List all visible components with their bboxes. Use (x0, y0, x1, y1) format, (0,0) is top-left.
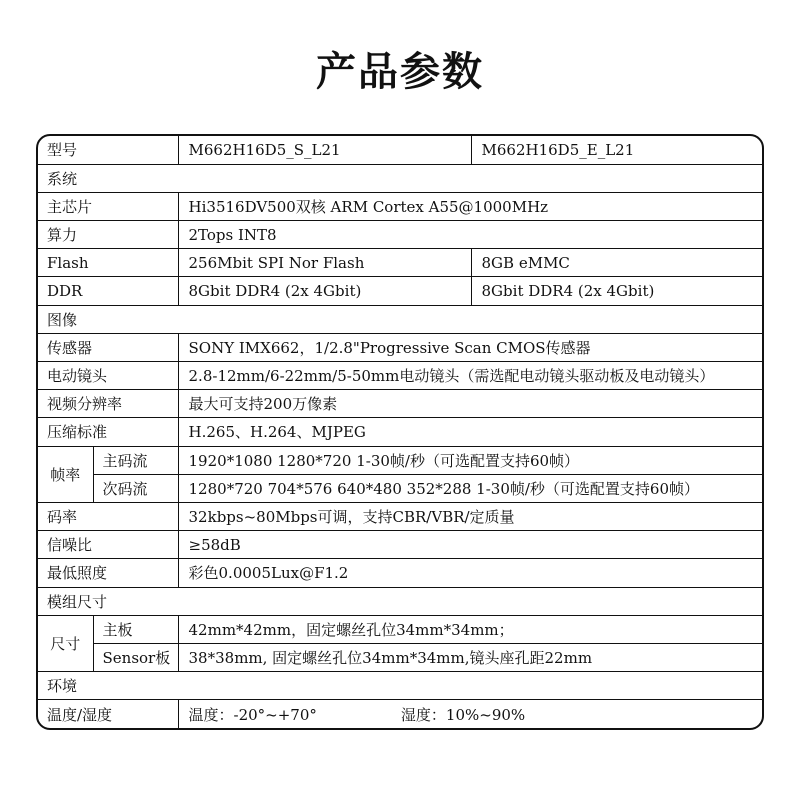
npu-value: 2Tops INT8 (178, 221, 764, 249)
row-soc (38, 192, 764, 220)
row-temperature (38, 700, 764, 728)
main-board-value: 42mm*42mm，固定螺丝孔位34mm*34mm； (178, 615, 764, 643)
ddr-e-value: 8Gbit DDR4 (2x 4Gbit) (471, 277, 764, 305)
resolution-value: 最大可支持200万像素 (178, 390, 764, 418)
flash-e-value: 8GB eMMC (471, 249, 764, 277)
main-stream-label: 主码流 (93, 446, 178, 474)
row-ddr (38, 277, 764, 305)
ddr-s-value: 8Gbit DDR4 (2x 4Gbit) (178, 277, 471, 305)
model-label: 型号 (38, 136, 178, 164)
flash-label: Flash (38, 249, 178, 277)
flash-s-value: 256Mbit SPI Nor Flash (178, 249, 471, 277)
section-header-module-size: 模组尺寸 (38, 587, 764, 615)
sub-stream-label: 次码流 (93, 474, 178, 502)
row-codec (38, 418, 764, 446)
row-sensor (38, 333, 764, 361)
fps-label: 帧率 (38, 446, 93, 502)
section-header-image: 图像 (38, 305, 764, 333)
page-title: 产品参数 (316, 49, 484, 95)
row-bitrate (38, 502, 764, 530)
sensor-value: SONY IMX662，1/2.8"Progressive Scan CMOS传感器 (178, 333, 764, 361)
row-flash (38, 249, 764, 277)
temperature-value: 温度：-20°~+70° (188, 705, 317, 724)
codec-value: H.265、H.264、MJPEG (178, 418, 764, 446)
main-stream-value: 1920*1080 1280*720 1-30帧/秒（可选配置支持60帧） (178, 446, 764, 474)
sub-stream-value: 1280*720 704*576 640*480 352*288 1-30帧/秒（可选配置支持60帧） (178, 474, 764, 502)
temp-humidity-value (178, 700, 764, 728)
size-label: 尺寸 (38, 615, 93, 671)
bitrate-value: 32kbps~80Mbps可调，支持CBR/VBR/定质量 (178, 502, 764, 530)
section-header-environment: 环境 (38, 672, 764, 700)
row-model (38, 136, 764, 164)
ddr-label: DDR (38, 277, 178, 305)
row-main-stream (38, 446, 764, 474)
temp-humidity-label: 温度/湿度 (38, 700, 178, 728)
sensor-label: 传感器 (38, 333, 178, 361)
row-lux (38, 559, 764, 587)
lens-value: 2.8-12mm/6-22mm/5-50mm电动镜头（需选配电动镜头驱动板及电动镜头） (178, 362, 764, 390)
row-resolution (38, 390, 764, 418)
row-module-header (38, 587, 764, 615)
codec-label: 压缩标准 (38, 418, 178, 446)
npu-label: 算力 (38, 221, 178, 249)
section-header-system: 系统 (38, 164, 764, 192)
main-board-label: 主板 (93, 615, 178, 643)
row-lens (38, 362, 764, 390)
row-sensor-board (38, 643, 764, 671)
sensor-board-label: Sensor板 (93, 643, 178, 671)
lens-label: 电动镜头 (38, 362, 178, 390)
row-system-header (38, 164, 764, 192)
lux-label: 最低照度 (38, 559, 178, 587)
sensor-board-value: 38*38mm, 固定螺丝孔位34mm*34mm,镜头座孔距22mm (178, 643, 764, 671)
bitrate-label: 码率 (38, 502, 178, 530)
model-e-value: M662H16D5_E_L21 (471, 136, 764, 164)
spec-table (36, 134, 764, 730)
row-sub-stream (38, 474, 764, 502)
row-main-board (38, 615, 764, 643)
humidity-value: 湿度：10%~90% (400, 705, 526, 724)
soc-value: Hi3516DV500双核 ARM Cortex A55@1000MHz (178, 192, 764, 220)
row-snr (38, 531, 764, 559)
snr-label: 信噪比 (38, 531, 178, 559)
lux-value: 彩色0.0005Lux@F1.2 (178, 559, 764, 587)
row-image-header (38, 305, 764, 333)
model-s-value: M662H16D5_S_L21 (178, 136, 471, 164)
snr-value: ≥58dB (178, 531, 764, 559)
row-environment-header (38, 672, 764, 700)
resolution-label: 视频分辨率 (38, 390, 178, 418)
soc-label: 主芯片 (38, 192, 178, 220)
row-npu (38, 221, 764, 249)
